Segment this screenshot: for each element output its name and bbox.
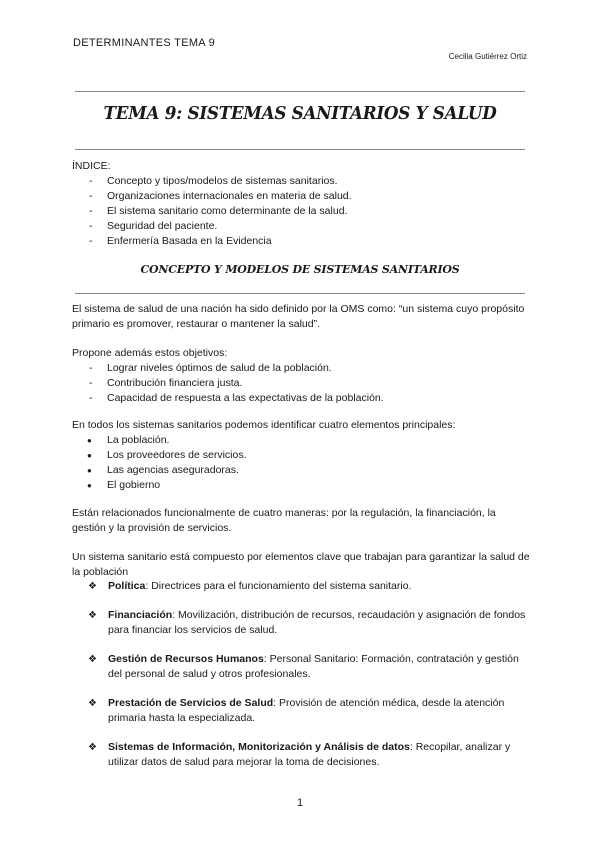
title-rule-bottom bbox=[75, 149, 525, 150]
diamond-bullet-icon: ❖ bbox=[88, 581, 97, 592]
objectives-list bbox=[72, 361, 532, 406]
component-term: Prestación de Servicios de Salud bbox=[108, 697, 274, 709]
index-item: - Organizaciones internacionales en materia de salud. bbox=[72, 189, 532, 204]
index-list bbox=[72, 174, 532, 249]
index-item: - El sistema sanitario como determinante de la salud. bbox=[72, 204, 532, 219]
component-desc: : Movilización, distribución de recursos, recaudación y asignación de fondos para financiar los servicios de salud. bbox=[108, 609, 526, 636]
component-desc: : Personal Sanitario: Formación, contratación y gestión del personal de salud y otros profesionales. bbox=[108, 653, 519, 680]
component-item bbox=[72, 652, 532, 682]
component-desc: : Provisión de atención médica, desde la atención primaria hasta la especializada. bbox=[108, 697, 505, 724]
paragraph-oms-definition: El sistema de salud de una nación ha sido definido por la OMS como: “un sistema cuyo propósito primario es promover, restaurar o mantener la salud”. bbox=[72, 303, 525, 330]
component-item bbox=[72, 579, 532, 594]
title-rule-top bbox=[75, 91, 525, 92]
page-number: 1 bbox=[296, 797, 304, 809]
header-author: Cecilia Gutiérrez Ortiz bbox=[448, 52, 527, 61]
objective-item: - Lograr niveles óptimos de salud de la población. bbox=[72, 361, 532, 376]
objectives-intro: Propone además estos objetivos: bbox=[72, 347, 228, 359]
page-title: TEMA 9: SISTEMAS SANITARIOS Y SALUD bbox=[103, 103, 497, 124]
objective-item: - Capacidad de respuesta a las expectativas de la población. bbox=[72, 391, 532, 406]
components-list bbox=[72, 579, 532, 784]
component-item bbox=[72, 696, 532, 726]
component-term: Financiación bbox=[108, 609, 173, 621]
paragraph-relations: Están relacionados funcionalmente de cuatro maneras: por la regulación, la financiación, la gestión y la provisión de servicios. bbox=[72, 507, 496, 534]
diamond-bullet-icon: ❖ bbox=[88, 654, 97, 665]
section-title: CONCEPTO Y MODELOS DE SISTEMAS SANITARIOS bbox=[140, 263, 460, 276]
index-item: - Concepto y tipos/modelos de sistemas sanitarios. bbox=[72, 174, 532, 189]
elements-intro: En todos los sistemas sanitarios podemos identificar cuatro elementos principales: bbox=[72, 419, 456, 431]
diamond-bullet-icon: ❖ bbox=[88, 610, 97, 621]
elements-list bbox=[72, 433, 532, 493]
component-term: Política bbox=[108, 580, 146, 592]
index-item: - Seguridad del paciente. bbox=[72, 219, 532, 234]
component-desc: : Directrices para el funcionamiento del sistema sanitario. bbox=[145, 580, 412, 592]
component-desc: : Recopilar, analizar y utilizar datos de salud para mejorar la toma de decisiones. bbox=[108, 741, 511, 768]
component-item bbox=[72, 740, 532, 770]
index-label: ÍNDICE: bbox=[72, 160, 111, 172]
diamond-bullet-icon: ❖ bbox=[88, 698, 97, 709]
component-term: Gestión de Recursos Humanos bbox=[108, 653, 264, 665]
component-item bbox=[72, 608, 532, 638]
index-item: - Enfermería Basada en la Evidencia bbox=[72, 234, 532, 249]
element-item: ● Las agencias aseguradoras. bbox=[72, 463, 532, 478]
section-rule bbox=[75, 293, 525, 294]
objective-item: - Contribución financiera justa. bbox=[72, 376, 532, 391]
components-intro: Un sistema sanitario está compuesto por elementos clave que trabajan para garantizar la salud de la población bbox=[72, 551, 530, 578]
diamond-bullet-icon: ❖ bbox=[88, 742, 97, 753]
header-course: DETERMINANTES TEMA 9 bbox=[73, 37, 216, 49]
element-item: ● Los proveedores de servicios. bbox=[72, 448, 532, 463]
element-item: ● El gobierno bbox=[72, 478, 532, 493]
component-term: Sistemas de Información, Monitorización y Análisis de datos bbox=[108, 741, 410, 753]
element-item: ● La población. bbox=[72, 433, 532, 448]
